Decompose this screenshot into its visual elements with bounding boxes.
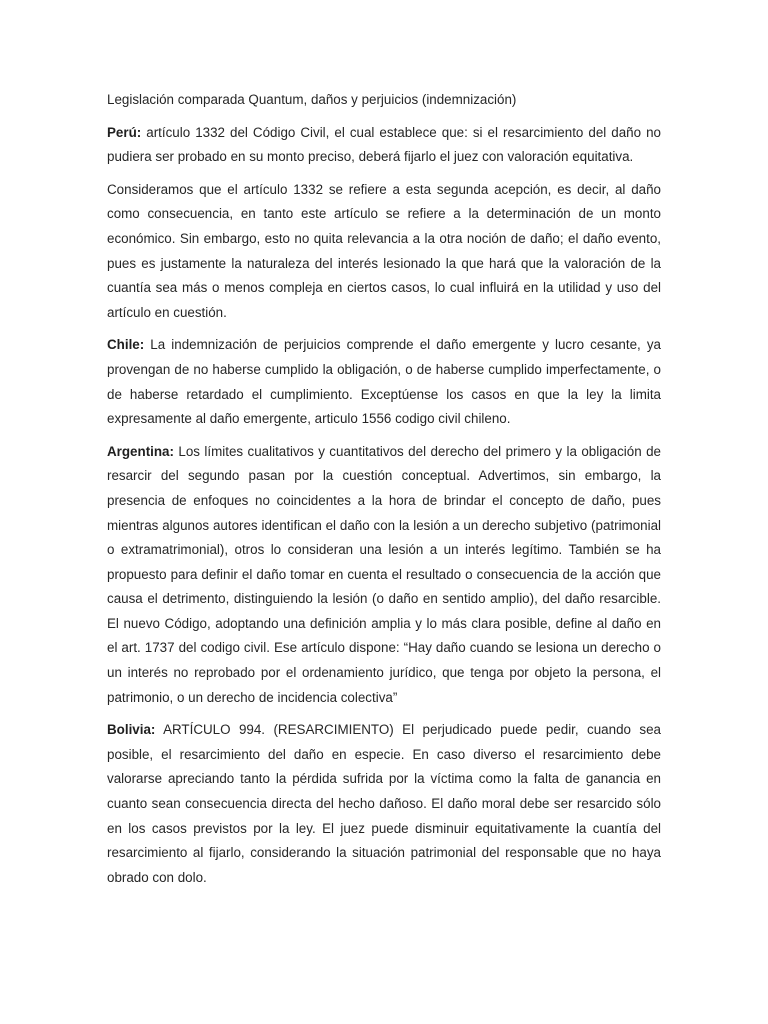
paragraph-argentina xyxy=(107,440,661,711)
country-label-chile: Chile: xyxy=(107,337,145,353)
paragraph-text: La indemnización de perjuicios comprende el daño emergente y lucro cesante, ya provengan de no haberse cumplido la obligación, o de haberse cumplido imperfectamente, o de haberse retardado el cumplimiento. Exceptúense los casos en que la ley la limita expresamente al daño emergente, articulo 1556 codigo civil chileno. xyxy=(107,337,661,427)
paragraph-bolivia xyxy=(107,718,661,890)
paragraph-peru-commentary xyxy=(107,178,661,326)
paragraph-text: Consideramos que el artículo 1332 se refiere a esta segunda acepción, es decir, al daño como consecuencia, en tanto este artículo se refiere a la determinación de un monto económico. Sin embargo, esto no quita relevancia a la otra noción de daño; el daño evento, pues es justamente la naturaleza del interés lesionado la que hará que la valoración de la cuantía sea más o menos compleja en ciertos casos, lo cual influirá en la utilidad y uso del artículo en cuestión. xyxy=(107,181,661,320)
paragraph-chile xyxy=(107,333,661,431)
country-label-peru: Perú: xyxy=(107,124,142,140)
document-page xyxy=(107,88,661,898)
paragraph-text: ARTÍCULO 994. (RESARCIMIENTO) El perjudicado puede pedir, cuando sea posible, el resarcimiento del daño en especie. En caso diverso el resarcimiento debe valorarse apreciando tanto la pérdida sufrida por la víctima como la falta de ganancia en cuanto sean consecuencia directa del hecho dañoso. El daño moral debe ser resarcido sólo en los casos previstos por la ley. El juez puede disminuir equitativamente la cuantía del resarcimiento al fijarlo, considerando la situación patrimonial del responsable que no haya obrado con dolo. xyxy=(107,722,661,885)
country-label-argentina: Argentina: xyxy=(107,443,174,459)
paragraph-text: Los límites cualitativos y cuantitativos del derecho del primero y la obligación de resarcir del segundo pasan por la cuestión conceptual. Advertimos, sin embargo, la presencia de enfoques no coincidentes a la hora de brindar el concepto de daño, pues mientras algunos autores identifican el daño con la lesión a un derecho subjetivo (patrimonial o extramatrimonial), otros lo consideran una lesión a un interés legítimo. También se ha propuesto para definir el daño tomar en cuenta el resultado o consecuencia de la acción que causa el detrimento, distinguiendo la lesión (o daño en sentido amplio), del daño resarcible. El nuevo Código, adoptando una definición amplia y lo más clara posible, define al daño en el art. 1737 del codigo civil. Ese artículo dispone: “Hay daño cuando se lesiona un derecho o un interés no reprobado por el ordenamiento jurídico, que tenga por objeto la persona, el patrimonio, o un derecho de incidencia colectiva” xyxy=(107,443,661,705)
paragraph-peru xyxy=(107,121,661,170)
country-label-bolivia: Bolivia: xyxy=(107,722,156,738)
document-title: Legislación comparada Quantum, daños y perjuicios (indemnización) xyxy=(107,92,517,107)
paragraph-text: artículo 1332 del Código Civil, el cual establece que: si el resarcimiento del daño no pudiera ser probado en su monto preciso, deberá fijarlo el juez con valoración equitativa. xyxy=(107,124,661,165)
